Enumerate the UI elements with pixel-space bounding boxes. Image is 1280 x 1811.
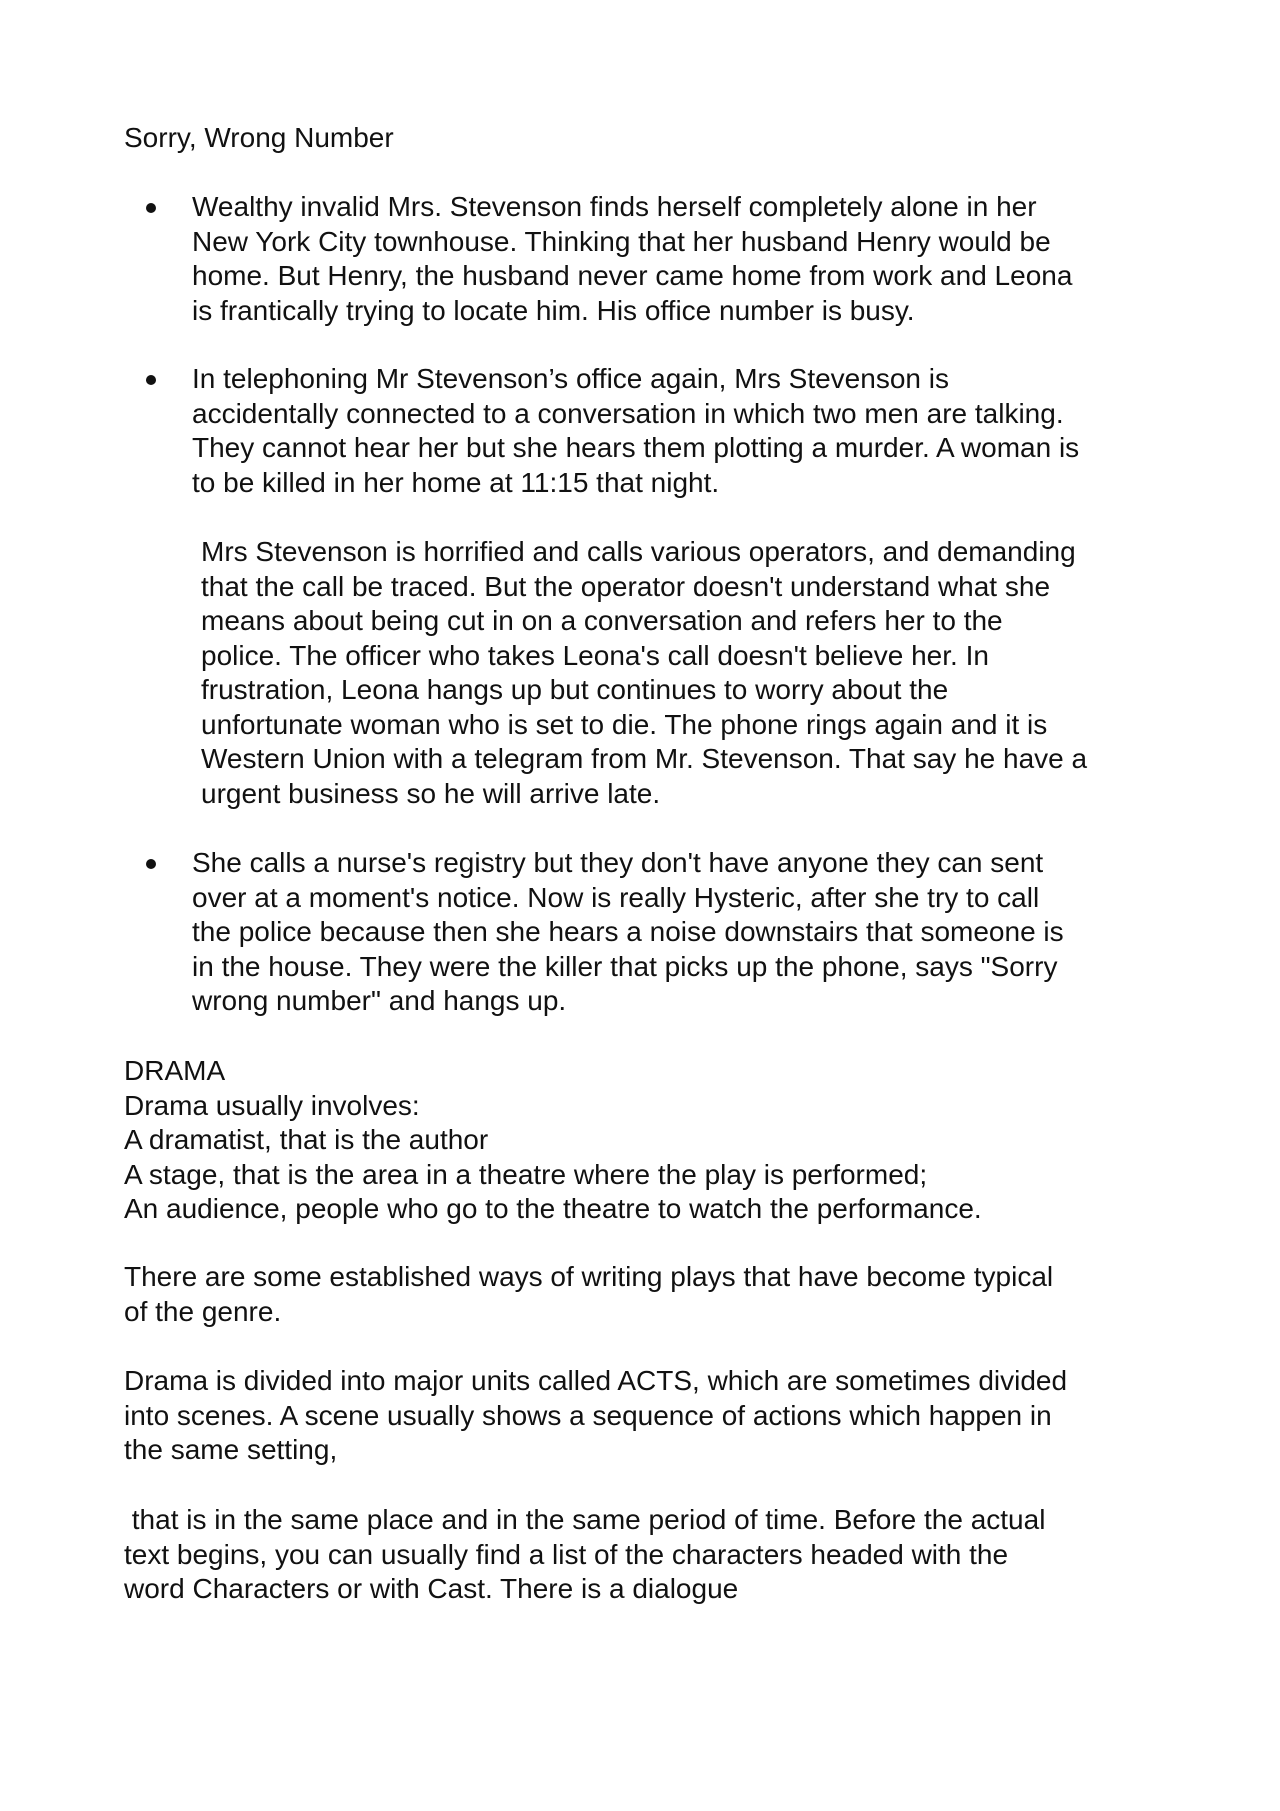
text-line: Drama usually involves: <box>124 1089 420 1121</box>
text-line: unfortunate woman who is set to die. The phone rings again and it is <box>201 708 1048 740</box>
text-line: word Characters or with Cast. There is a dialogue <box>124 1573 739 1604</box>
bullet-text <box>192 190 1192 328</box>
text-line: A stage, that is the area in a theatre where the play is performed; <box>124 1158 928 1190</box>
paragraph-acts <box>124 1364 1184 1468</box>
text-line: is frantically trying to locate him. His office number is busy. <box>192 294 915 326</box>
text-line: New York City townhouse. Thinking that her husband Henry would be <box>192 225 1051 257</box>
text-line: There are some established ways of writing plays that have become typical <box>124 1261 1054 1292</box>
text-line: over at a moment's notice. Now is really Hysteric, after she try to call <box>192 881 1040 913</box>
bullet-dot-icon <box>146 203 156 213</box>
bullet-item-3 <box>124 846 1184 1022</box>
text-line: wrong number" and hangs up. <box>192 985 567 1016</box>
text-line: Mrs Stevenson is horrified and calls various operators, and demanding <box>201 536 1076 567</box>
text-line: text begins, you can usually find a list of the characters headed with the <box>124 1538 1009 1570</box>
text-line: frustration, Leona hangs up but continues to worry about the <box>201 674 949 705</box>
text-line: the police because then she hears a noise downstairs that someone is <box>192 916 1064 947</box>
text-line: Western Union with a telegram from Mr. Stevenson. That say he have a <box>201 743 1088 774</box>
text-line: the same setting, <box>124 1434 338 1465</box>
text-line: that is in the same place and in the same period of time. Before the actual <box>124 1504 1046 1535</box>
bullet-dot-icon <box>146 375 156 385</box>
text-line: means about being cut in on a conversation and refers her to the <box>201 605 1003 636</box>
text-line: to be killed in her home at 11:15 that night. <box>192 466 720 498</box>
text-line: A dramatist, that is the author <box>124 1124 489 1155</box>
drama-section <box>124 1054 1184 1227</box>
text-line: In telephoning Mr Stevenson’s office again, Mrs Stevenson is <box>192 363 949 394</box>
text-line: They cannot hear her but she hears them plotting a murder. A woman is <box>192 432 1080 463</box>
bullet-item-2 <box>124 362 1184 502</box>
text-line: Wealthy invalid Mrs. Stevenson finds herself completely alone in her <box>192 191 1037 222</box>
text-line: An audience, people who go to the theatre to watch the performance. <box>124 1193 982 1224</box>
section-heading: DRAMA <box>124 1055 226 1086</box>
text-line: in the house. They were the killer that picks up the phone, says "Sorry <box>192 950 1058 982</box>
text-line: that the call be traced. But the operator doesn't understand what she <box>201 570 1051 602</box>
text-line: accidentally connected to a conversation in which two men are talking. <box>192 397 1064 429</box>
text-line: She calls a nurse's registry but they don't have anyone they can sent <box>192 847 1044 878</box>
bullet-text <box>192 362 1192 500</box>
paragraph-time <box>124 1503 1184 1607</box>
text-line: of the genre. <box>124 1295 282 1327</box>
bullet-text <box>192 846 1192 1019</box>
text-line: home. But Henry, the husband never came home from work and Leona <box>192 260 1073 291</box>
indented-paragraph <box>201 535 1201 811</box>
text-line: Drama is divided into major units called ACTS, which are sometimes divided <box>124 1365 1068 1396</box>
paragraph-genre <box>124 1260 1184 1329</box>
bullet-item-1 <box>124 190 1184 330</box>
text-line: urgent business so he will arrive late. <box>201 777 661 809</box>
text-line: into scenes. A scene usually shows a sequence of actions which happen in <box>124 1399 1052 1431</box>
bullet-dot-icon <box>146 859 156 869</box>
text-line: police. The officer who takes Leona's call doesn't believe her. In <box>201 639 989 671</box>
document-title: Sorry, Wrong Number <box>124 122 394 153</box>
